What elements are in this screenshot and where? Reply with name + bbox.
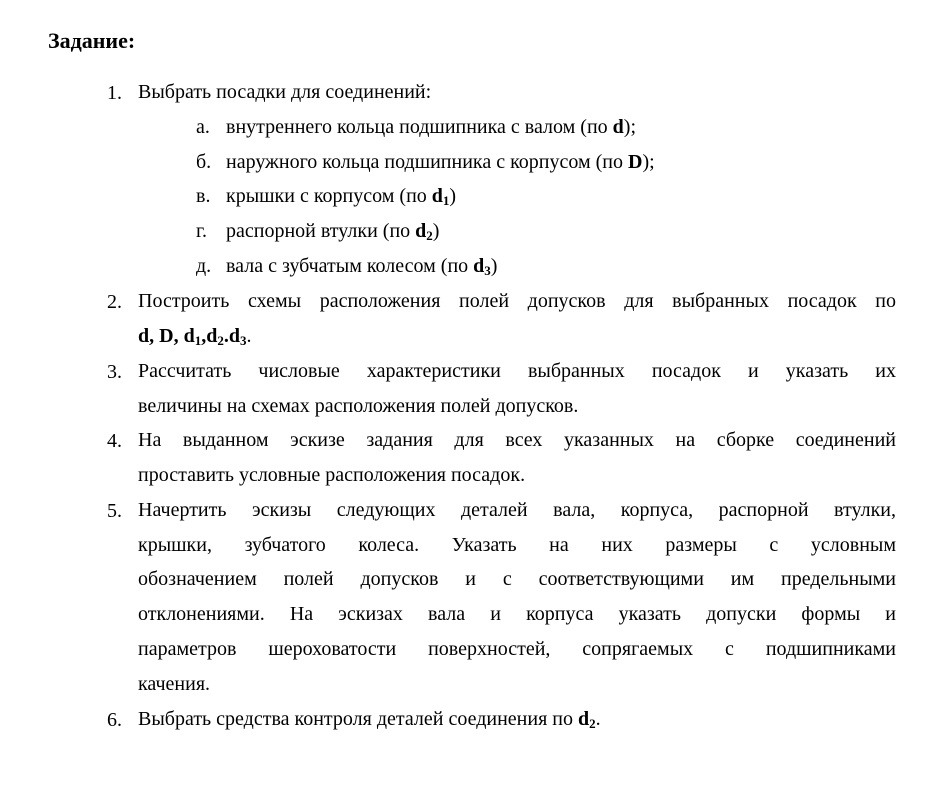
sub-item-text: наружного кольца подшипника с корпусом (по D); [226, 151, 655, 173]
sub-item-text: вала с зубчатым колесом (по $d_3$) [226, 255, 498, 278]
sub-item-text: распорной втулки (по $d_2$) [226, 220, 440, 243]
item-text: Рассчитать числовые характеристики выбранных посадок и указать их [138, 360, 896, 382]
sub-item-text: крышки с корпусом (по $d_1$) [226, 185, 457, 208]
item-text: обозначением полей допусков и с соответствующими им предельными [138, 568, 896, 590]
sub-item-text: внутреннего кольца подшипника с валом (по d); [226, 116, 636, 138]
item-text-symbols: d, D, $d_1,d_2.d_3$. [138, 325, 252, 348]
sub-item-letter: в. [196, 185, 211, 207]
item-text: Выбрать посадки для соединений: [138, 81, 432, 103]
item-text: Выбрать средства контроля деталей соединения по $d_2$. [138, 708, 601, 731]
sub-item-letter: б. [196, 151, 212, 173]
item-text: Построить схемы расположения полей допусков для выбранных посадок по [138, 290, 896, 312]
sub-item-letter: г. [196, 220, 207, 242]
item-text: крышки, зубчатого колеса. Указать на них размеры с условным [138, 534, 896, 556]
page-title: Задание: [48, 28, 136, 53]
item-number: 6. [107, 709, 122, 731]
item-text: параметров шероховатости поверхностей, сопрягаемых с подшипниками [138, 638, 896, 660]
item-number: 5. [107, 500, 122, 522]
item-number: 1. [107, 82, 122, 104]
item-text: качения. [138, 673, 211, 695]
item-number: 2. [107, 291, 122, 313]
sub-item-letter: а. [196, 116, 210, 138]
item-number: 4. [107, 430, 122, 452]
item-text: На выданном эскизе задания для всех указанных на сборке соединений [138, 429, 896, 451]
item-text: проставить условные расположения посадок. [138, 464, 526, 486]
item-text: отклонениями. На эскизах вала и корпуса указать допуски формы и [138, 603, 896, 625]
item-number: 3. [107, 361, 122, 383]
item-text: Начертить эскизы следующих деталей вала, корпуса, распорной втулки, [138, 499, 896, 521]
sub-item-letter: д. [196, 255, 212, 277]
item-text: величины на схемах расположения полей допусков. [138, 395, 579, 417]
